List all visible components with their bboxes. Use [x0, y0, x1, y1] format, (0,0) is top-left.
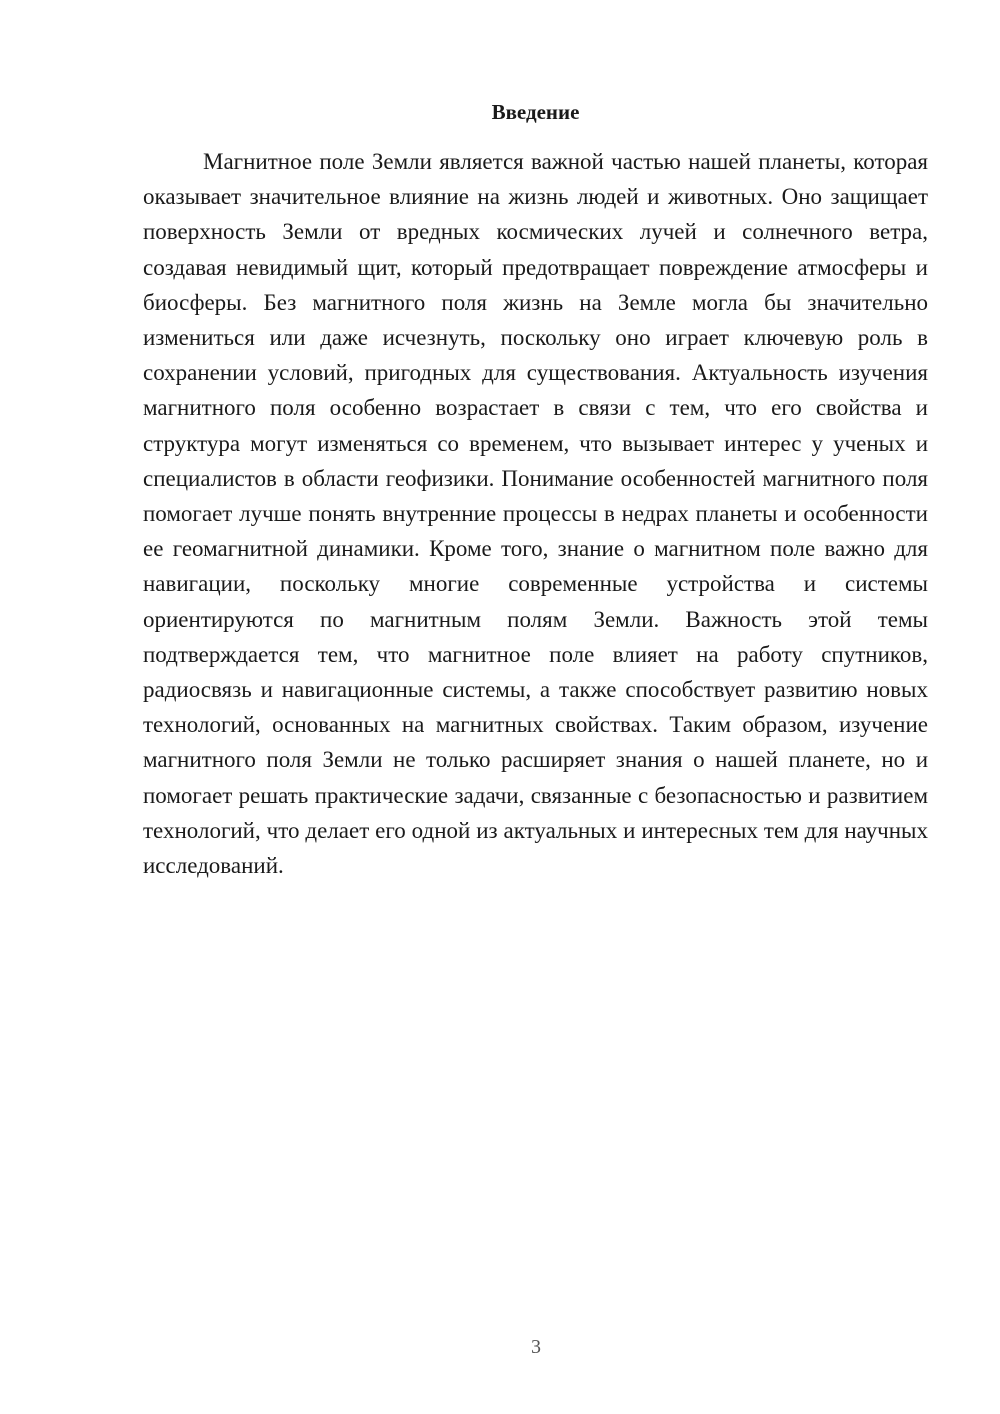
page-number: 3	[531, 1336, 541, 1358]
body-paragraph: Магнитное поле Земли является важной частью нашей планеты, которая оказывает значительное влияние на жизнь людей и животных. Оно защищает поверхность Земли от вредных космических лучей и солнечного ветра, создавая невидимый щит, который предотвращает повреждение атмосферы и биосферы. Без магнитного поля жизнь на Земле могла бы значительно измениться или даже исчезнуть, поскольку оно играет ключевую роль в сохранении условий, пригодных для существования. Актуальность изучения магнитного поля особенно возрастает в связи с тем, что его свойства и структура могут изменяться со временем, что вызывает интерес у ученых и специалистов в области геофизики. Понимание особенностей магнитного поля помогает лучше понять внутренние процессы в недрах планеты и особенности ее геомагнитной динамики. Кроме того, знание о магнитном поле важно для навигации, поскольку многие современные устройства и системы ориентируются по магнитным полям Земли. Важность этой темы подтверждается тем, что магнитное поле влияет на работу спутников, радиосвязь и навигационные системы, а также способствует развитию новых технологий, основанных на магнитных свойствах. Таким образом, изучение магнитного поля Земли не только расширяет знания о нашей планете, но и помогает решать практические задачи, связанные с безопасностью и развитием технологий, что делает его одной из актуальных и интересных тем для научных исследований.	[143, 149, 928, 879]
section-heading: Введение	[491, 100, 580, 124]
